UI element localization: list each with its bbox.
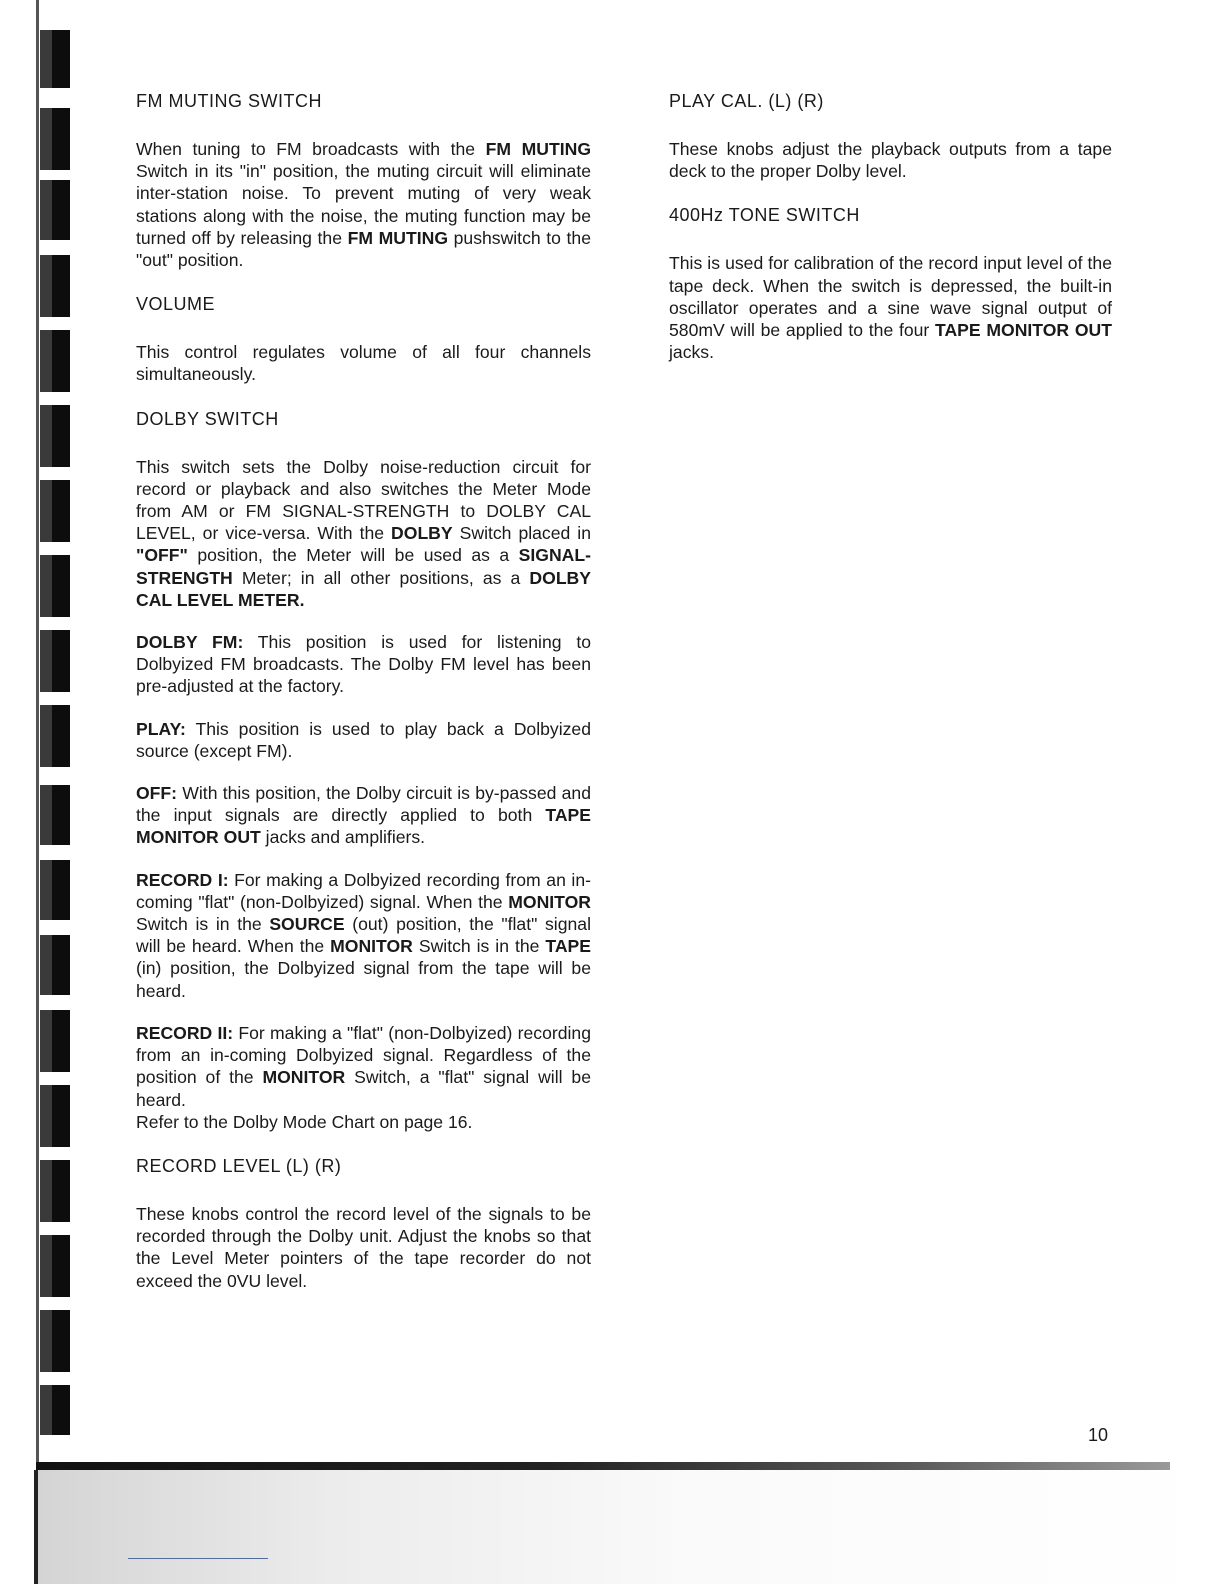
right-column	[669, 88, 1112, 383]
binding-tab	[40, 405, 70, 467]
bold-term: OFF:	[136, 783, 178, 804]
text-run: (in) position, the Dolbyized signal from the tape will be heard.	[136, 958, 591, 1001]
text-run: (out) position, the "flat" signal will be heard. When the	[136, 914, 591, 957]
text-run: Switch placed in	[452, 523, 591, 544]
tone-switch-section	[669, 202, 1112, 363]
text-run: For making a Dolbyized recording from an in-coming "flat" (non-Dolbyized) signal. When the	[136, 869, 591, 912]
binding-tab	[40, 1085, 70, 1147]
bold-term: MONITOR	[508, 891, 591, 912]
spiral-binding	[0, 0, 80, 1470]
text-run: Switch is in the	[136, 914, 270, 935]
binding-tab	[40, 330, 70, 392]
binding-tab	[40, 935, 70, 995]
binding-tab	[40, 480, 70, 542]
volume-section	[136, 291, 591, 385]
section-heading: VOLUME	[136, 294, 216, 315]
bold-term: DOLBY	[391, 523, 453, 544]
bold-term: PLAY:	[136, 718, 186, 739]
text-run: Switch, a "flat" signal will be heard.	[136, 1067, 591, 1110]
binding-tab	[40, 555, 70, 617]
binding-tab	[40, 1310, 70, 1372]
text-run: Meter; in all other positions, as a	[232, 567, 530, 588]
left-column	[136, 88, 591, 1312]
binding-tab	[40, 1235, 70, 1297]
text-run: This switch sets the Dolby noise-reduction circuit for record or playback and also switches the Meter Mode from AM or FM SIGNAL-STRENGTH to DOLBY CAL LEVEL, or vice-versa. With the	[136, 456, 591, 544]
bold-term: DOLBY FM:	[136, 632, 244, 653]
bold-term: SIGNAL-STRENGTH	[136, 545, 591, 588]
scan-artifact-line	[128, 1558, 268, 1559]
bold-term: FM MUTING	[347, 227, 449, 248]
section-heading: 400Hz TONE SWITCH	[669, 205, 860, 226]
text-run: position, the Meter will be used as a	[187, 545, 519, 566]
bold-term: RECORD II:	[136, 1022, 234, 1043]
text-run: pushswitch to the "out" position.	[136, 227, 591, 271]
bold-term: MONITOR	[262, 1067, 346, 1088]
text-run: jacks and amplifiers.	[260, 827, 426, 848]
binding-spine	[36, 0, 39, 1470]
paragraph: These knobs control the record level of the signals to be recorded through the Dolby unit. Adjust the knobs so that the Level Meter pointers of the tape recorder do not exceed the 0VU level.	[136, 1203, 591, 1291]
text-run: jacks.	[669, 342, 714, 363]
play-paragraph	[136, 718, 591, 762]
text-run: With this position, the Dolby circuit is by-passed and the input signals are directly applied to both	[136, 783, 591, 826]
paragraph	[669, 252, 1112, 363]
bold-term: TAPE MONITOR OUT	[136, 805, 591, 848]
binding-tab	[40, 30, 70, 88]
binding-tab	[40, 180, 70, 240]
binding-tab	[40, 1160, 70, 1222]
off-paragraph	[136, 782, 591, 849]
section-heading: FM MUTING SWITCH	[136, 91, 322, 111]
bold-term: RECORD I:	[136, 869, 229, 890]
page-number: 10	[1088, 1425, 1109, 1445]
binding-tab	[40, 860, 70, 920]
binding-tab	[40, 1010, 70, 1072]
paragraph	[136, 456, 591, 611]
binding-tab	[40, 785, 70, 845]
page-edge-line	[34, 1470, 38, 1584]
record-1-paragraph	[136, 869, 591, 1002]
section-heading: PLAY CAL. (L) (R)	[669, 91, 824, 111]
section-heading: DOLBY SWITCH	[136, 408, 279, 429]
bold-term: FM MUTING	[485, 139, 591, 159]
record-level-section	[136, 1153, 591, 1292]
page-edge-shadow	[36, 1470, 1224, 1584]
binding-tab	[40, 1385, 70, 1435]
bold-term: TAPE MONITOR OUT	[935, 320, 1112, 341]
bold-term: TAPE	[545, 936, 591, 957]
page-reference: Refer to the Dolby Mode Chart on page 16.	[136, 1111, 473, 1132]
text-run: This position is used for listening to Dolbyized FM broadcasts. The Dolby FM level has been pre-adjusted at the factory.	[136, 632, 591, 697]
paragraph: This control regulates volume of all four channels simultaneously.	[136, 342, 591, 385]
text-run: When tuning to FM broadcasts with the	[136, 139, 486, 159]
text-run: This position is used to play back a Dolbyized source (except FM).	[136, 718, 591, 761]
record-2-paragraph	[136, 1022, 591, 1133]
bold-term: MONITOR	[330, 936, 413, 957]
section-heading: RECORD LEVEL (L) (R)	[136, 1155, 342, 1176]
text-run: This is used for calibration of the record input level of the tape deck. When the switch is depressed, the built-in oscillator operates and a sine wave signal output of 580mV will be applied to the four	[669, 253, 1112, 341]
dolby-switch-section	[136, 406, 591, 1133]
bold-term: SOURCE	[269, 914, 345, 935]
text-run: Switch is in the	[412, 936, 546, 957]
binding-tab	[40, 108, 70, 170]
page-bottom-rule	[36, 1462, 1170, 1470]
text-run: Switch in its "in" position, the muting circuit will eliminate inter-station noise. To prevent muting of very weak stations along with the noise, the muting function may be turned off by releasing the	[136, 161, 591, 248]
bold-term: DOLBY CAL LEVEL METER.	[136, 567, 591, 610]
binding-tab	[40, 630, 70, 692]
text-run: For making a "flat" (non-Dolbyized) recording from an in-coming Dolbyized signal. Regardless of the position of the	[136, 1022, 591, 1088]
paragraph	[136, 138, 591, 271]
dolby-fm-paragraph	[136, 631, 591, 698]
play-cal-section	[669, 88, 1112, 182]
binding-tab	[40, 705, 70, 767]
binding-tab	[40, 255, 70, 317]
fm-muting-section	[136, 88, 591, 271]
bold-term: "OFF"	[136, 545, 188, 566]
paragraph: These knobs adjust the playback outputs from a tape deck to the proper Dolby level.	[669, 139, 1112, 182]
